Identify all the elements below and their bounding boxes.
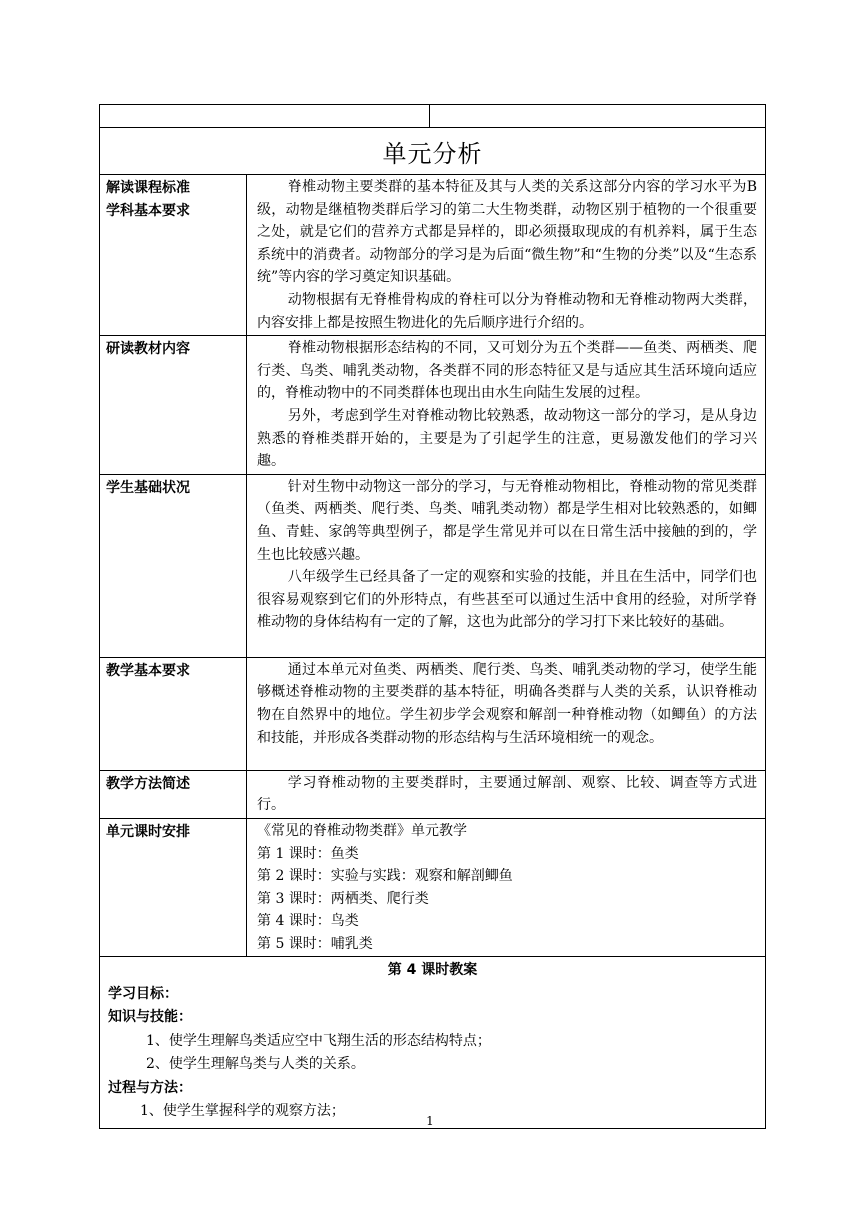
- table-row: [100, 657, 766, 770]
- row-label-line: 研读教材内容: [106, 341, 190, 358]
- row-label: [100, 770, 247, 818]
- row-content: [247, 657, 766, 770]
- row-label-line: 教学方法简述: [106, 775, 190, 792]
- process-item: 1、使学生掌握科学的观察方法；: [140, 1103, 345, 1120]
- header-cell-left: [100, 105, 430, 128]
- paragraph: 针对生物中动物这一部分的学习，与无脊椎动物相比，脊椎动物的常见类群（鱼类、两栖类、爬行类、鸟类、哺乳类动物）都是学生相对比较熟悉的，如鲫鱼、青蛙、家鸽等典型例子，都是学生常见并可以在日常生活中接触的到的，学生也比较感兴趣。: [257, 478, 757, 563]
- knowledge-heading: 知识与技能：: [108, 1009, 192, 1026]
- paragraph: 脊椎动物根据形态结构的不同，又可划分为五个类群——鱼类、两栖类、爬行类、鸟类、哺乳类动物，各类群不同的形态特征又是与适应其生活环境向适应的，脊椎动物中的不同类群体也现出由水生向陆生发展的过程。: [257, 340, 757, 402]
- title-row: [100, 128, 766, 175]
- paragraph: 通过本单元对鱼类、两栖类、爬行类、鸟类、哺乳类动物的学习，使学生能够概述脊椎动物的主要类群的基本特征，明确各类群与人类的关系，认识脊椎动物在自然界中的地位。学生初步学会观察和解剖一种脊椎动物（如鲫鱼）的方法和技能，并形成各类群动物的形态结构与生活环境相统一的观念。: [257, 661, 757, 746]
- paragraph: 动物根据有无脊椎骨构成的脊柱可以分为脊椎动物和无脊椎动物两大类群，内容安排上都是按照生物进化的先后顺序进行介绍的。: [257, 291, 757, 331]
- row-label-line: 学生基础状况: [106, 479, 190, 496]
- row-label-line: 教学基本要求: [106, 662, 190, 679]
- lesson-plan-cell: [100, 957, 766, 1129]
- table-row: [100, 474, 766, 657]
- row-content: [247, 770, 766, 818]
- page-number: 1: [426, 1114, 434, 1128]
- schedule-line: 第 5 课时：哺乳类: [257, 935, 373, 952]
- row-label: [100, 336, 247, 475]
- header-row: [100, 105, 766, 128]
- schedule-content: [247, 818, 766, 957]
- knowledge-item: 1、使学生理解鸟类适应空中飞翔生活的形态结构特点；: [146, 1032, 491, 1049]
- process-heading: 过程与方法：: [108, 1079, 192, 1096]
- row-label: [100, 474, 247, 657]
- header-cell-right: [430, 105, 766, 128]
- goals-heading: 学习目标：: [108, 985, 178, 1002]
- schedule-line: 第 2 课时：实验与实践：观察和解剖鲫鱼: [257, 868, 513, 885]
- table-row: [100, 770, 766, 818]
- schedule-line: 《常见的脊椎动物类群》单元教学: [257, 822, 467, 839]
- paragraph: 另外，考虑到学生对脊椎动物比较熟悉，故动物这一部分的学习，是从身边熟悉的脊椎类群开始的，主要是为了引起学生的注意，更易激发他们的学习兴趣。: [257, 407, 757, 470]
- row-label: [100, 175, 247, 336]
- schedule-line: 第 3 课时：两栖类、爬行类: [257, 890, 429, 907]
- unit-analysis-table: [99, 104, 766, 1129]
- row-label-line: 学科基本要求: [106, 203, 190, 219]
- schedule-line: 第 4 课时：鸟类: [257, 913, 359, 930]
- paragraph: 学习脊椎动物的主要类群时，主要通过解剖、观察、比较、调查等方式进行。: [257, 774, 757, 814]
- paragraph: 脊椎动物主要类群的基本特征及其与人类的关系这部分内容的学习水平为B级，动物是继植物类群后学习的第二大生物类群，动物区别于植物的一个很重要之处，就是它们的营养方式都是异样的，即必须摄取现成的有机养料，属于生态系统中的消费者。动物部分的学习是为后面“微生物”和“生物的分类”以及“生态系统”等内容的学习奠定知识基础。: [257, 179, 757, 286]
- row-content: [247, 474, 766, 657]
- table-row: [100, 336, 766, 475]
- table-title: 单元分析: [100, 128, 766, 175]
- row-content: [247, 175, 766, 336]
- row-label: 单元课时安排: [100, 818, 247, 957]
- lesson-title: 第 4 课时教案: [387, 962, 478, 979]
- paragraph: 八年级学生已经具备了一定的观察和实验的技能，并且在生活中，同学们也很容易观察到它们的外形特点，有些甚至可以通过生活中食用的经验，对所学脊椎动物的身体结构有一定的了解，这也为此部分的学习打下来比较好的基础。: [257, 569, 757, 631]
- knowledge-item: 2、使学生理解鸟类与人类的关系。: [146, 1056, 365, 1073]
- table-row: [100, 818, 766, 957]
- row-label-line: 解读课程标准: [106, 180, 190, 196]
- schedule-line: 第 1 课时：鱼类: [257, 845, 359, 862]
- table-row: [100, 175, 766, 336]
- lesson-row: [100, 957, 766, 1129]
- row-content: [247, 336, 766, 475]
- row-label: [100, 657, 247, 770]
